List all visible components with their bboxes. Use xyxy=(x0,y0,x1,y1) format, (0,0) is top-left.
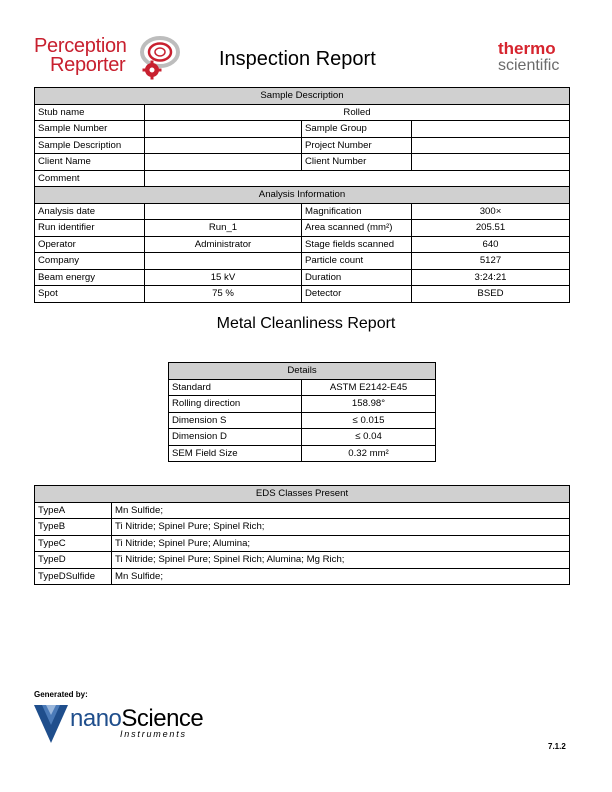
field-label: Detector xyxy=(302,286,412,303)
field-label: Client Name xyxy=(35,154,145,171)
sample-description-header-row xyxy=(35,88,570,105)
detail-label: Rolling direction xyxy=(169,396,302,413)
field-value: Run_1 xyxy=(145,220,302,237)
eds-classes: Mn Sulfide; xyxy=(112,502,570,519)
eds-type: TypeDSulfide xyxy=(35,568,112,585)
table-row xyxy=(35,104,570,121)
comment-label: Comment xyxy=(35,170,145,187)
perception-reporter-logo-icon xyxy=(138,36,182,84)
eds-classes: Ti Nitride; Spinel Pure; Spinel Rich; Alumina; Mg Rich; xyxy=(112,552,570,569)
logo-nano-text: nano xyxy=(70,705,122,732)
logo-instruments-text: Instruments xyxy=(120,729,187,739)
table-row xyxy=(35,269,570,286)
field-value xyxy=(145,203,302,220)
eds-type: TypeA xyxy=(35,502,112,519)
table-row xyxy=(35,535,570,552)
table-row xyxy=(35,286,570,303)
eds-classes: Ti Nitride; Spinel Pure; Alumina; xyxy=(112,535,570,552)
table-row xyxy=(169,445,436,462)
detail-label: Dimension D xyxy=(169,429,302,446)
field-label: Sample Description xyxy=(35,137,145,154)
field-value: 75 % xyxy=(145,286,302,303)
field-label: Company xyxy=(35,253,145,270)
analysis-information-header-row xyxy=(35,187,570,204)
field-label: Client Number xyxy=(302,154,412,171)
stub-name-value: Rolled xyxy=(145,104,570,121)
field-value: 205.51 xyxy=(412,220,570,237)
details-header: Details xyxy=(169,363,436,380)
field-label: Particle count xyxy=(302,253,412,270)
field-value: BSED xyxy=(412,286,570,303)
field-value: 300× xyxy=(412,203,570,220)
version-number: 7.1.2 xyxy=(548,742,566,751)
table-row xyxy=(35,170,570,187)
table-row xyxy=(35,519,570,536)
table-row xyxy=(35,236,570,253)
field-label: Beam energy xyxy=(35,269,145,286)
table-row xyxy=(35,220,570,237)
detail-value: ASTM E2142-E45 xyxy=(302,379,436,396)
field-value: Administrator xyxy=(145,236,302,253)
detail-label: Dimension S xyxy=(169,412,302,429)
thermo-scientific-logo xyxy=(498,40,578,74)
table-row xyxy=(169,412,436,429)
metal-cleanliness-title: Metal Cleanliness Report xyxy=(216,315,396,332)
field-value: 640 xyxy=(412,236,570,253)
table-row xyxy=(35,137,570,154)
logo-science-text: Science xyxy=(121,705,204,732)
detail-value: ≤ 0.04 xyxy=(302,429,436,446)
detail-label: SEM Field Size xyxy=(169,445,302,462)
table-row xyxy=(35,568,570,585)
eds-type: TypeC xyxy=(35,535,112,552)
detail-label: Standard xyxy=(169,379,302,396)
details-header-row xyxy=(169,363,436,380)
field-label: Spot xyxy=(35,286,145,303)
stub-name-label: Stub name xyxy=(35,104,145,121)
field-label: Project Number xyxy=(302,137,412,154)
eds-type: TypeD xyxy=(35,552,112,569)
field-value: 15 kV xyxy=(145,269,302,286)
table-row xyxy=(169,429,436,446)
report-title: Inspection Report xyxy=(219,48,376,70)
table-row xyxy=(35,552,570,569)
eds-type: TypeB xyxy=(35,519,112,536)
perception-reporter-logo xyxy=(34,36,184,84)
field-label: Area scanned (mm²) xyxy=(302,220,412,237)
field-value xyxy=(145,253,302,270)
detail-value: 0.32 mm² xyxy=(302,445,436,462)
field-value xyxy=(145,121,302,138)
table-row xyxy=(35,121,570,138)
eds-classes-table xyxy=(34,485,570,585)
table-row xyxy=(35,203,570,220)
eds-classes-header: EDS Classes Present xyxy=(35,486,570,503)
nanoscience-logo xyxy=(34,703,214,745)
eds-header-row xyxy=(35,486,570,503)
generated-by-label: Generated by: xyxy=(34,690,88,699)
field-label: Run identifier xyxy=(35,220,145,237)
nanoscience-logo-icon xyxy=(34,703,68,743)
sample-description-header: Sample Description xyxy=(35,88,570,105)
table-row xyxy=(169,379,436,396)
table-row xyxy=(35,502,570,519)
field-value xyxy=(145,154,302,171)
field-label: Operator xyxy=(35,236,145,253)
detail-value: ≤ 0.015 xyxy=(302,412,436,429)
detail-value: 158.98° xyxy=(302,396,436,413)
analysis-information-header: Analysis Information xyxy=(35,187,570,204)
field-value xyxy=(412,154,570,171)
comment-value xyxy=(145,170,570,187)
field-value: 5127 xyxy=(412,253,570,270)
details-table xyxy=(168,362,436,462)
table-row xyxy=(35,154,570,171)
field-label: Analysis date xyxy=(35,203,145,220)
field-label: Magnification xyxy=(302,203,412,220)
logo-left-line1: Perception xyxy=(34,35,127,57)
field-value xyxy=(412,137,570,154)
field-label: Sample Group xyxy=(302,121,412,138)
field-value xyxy=(412,121,570,138)
logo-left-line2: Reporter xyxy=(50,54,126,76)
logo-right-line1: thermo xyxy=(498,39,556,58)
eds-classes: Mn Sulfide; xyxy=(112,568,570,585)
eds-classes: Ti Nitride; Spinel Pure; Spinel Rich; xyxy=(112,519,570,536)
table-row xyxy=(169,396,436,413)
field-value: 3:24:21 xyxy=(412,269,570,286)
table-row xyxy=(35,253,570,270)
field-label: Sample Number xyxy=(35,121,145,138)
sample-analysis-table xyxy=(34,87,570,303)
logo-right-line2: scientific xyxy=(498,57,560,74)
field-label: Duration xyxy=(302,269,412,286)
field-value xyxy=(145,137,302,154)
field-label: Stage fields scanned xyxy=(302,236,412,253)
